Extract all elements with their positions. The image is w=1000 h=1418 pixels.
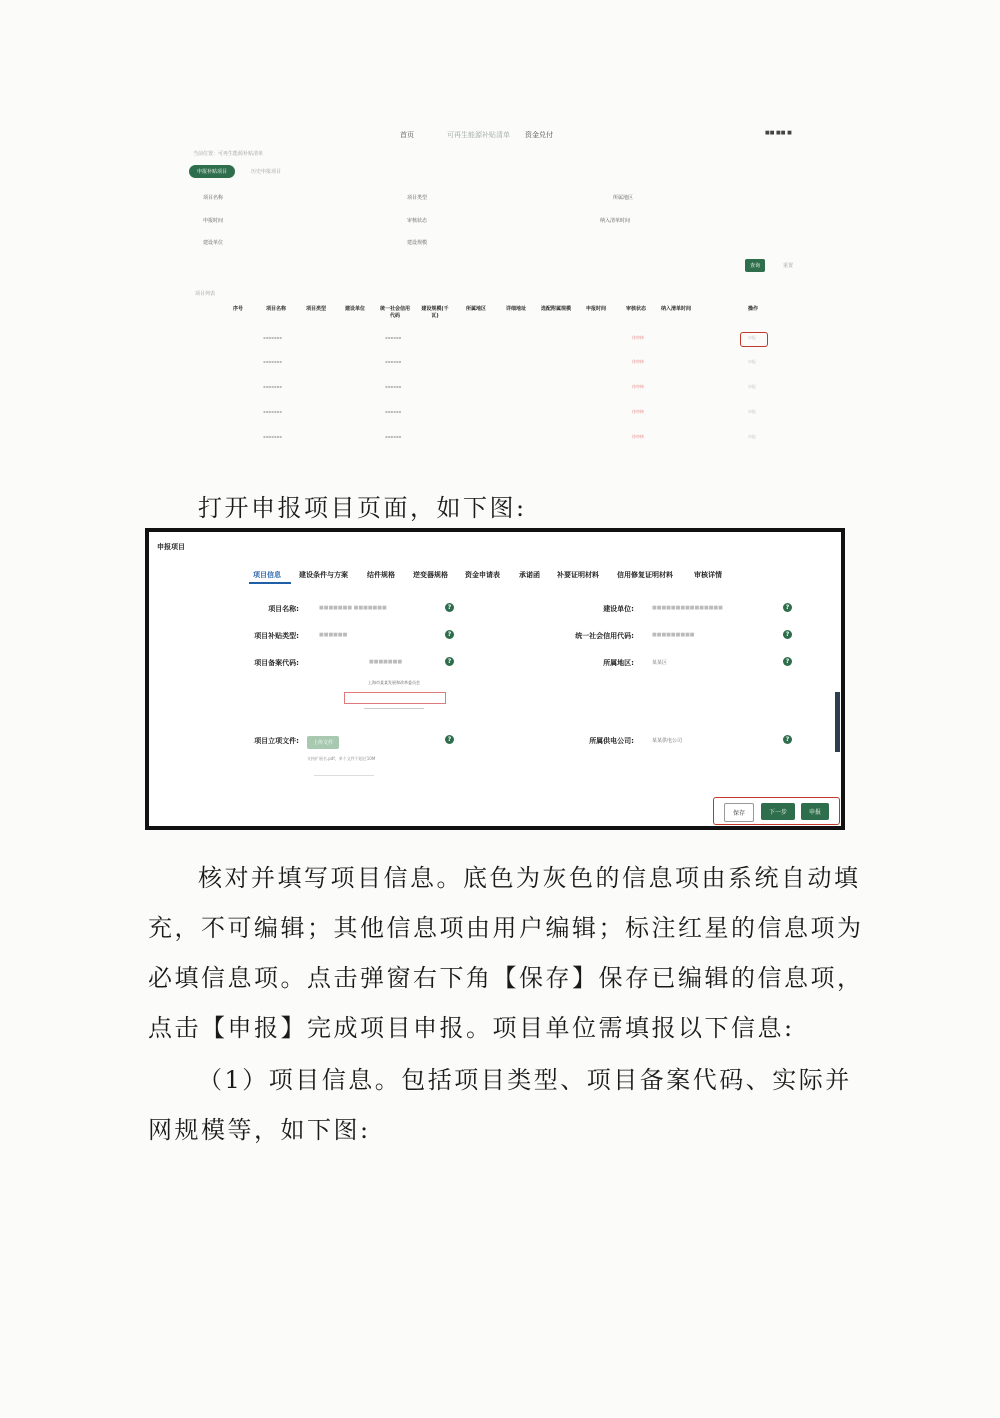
- filter-label: 纳入清单时间: [600, 218, 631, 224]
- row-status-cell: 待审核: [632, 384, 644, 389]
- row-code-cell: ▪▪▪▪▪▪: [385, 384, 402, 389]
- help-icon[interactable]: ?: [445, 630, 454, 639]
- history-tab[interactable]: 历史申报项目: [251, 169, 282, 175]
- credit-code-label: 统一社会信用代码:: [575, 632, 634, 640]
- row-status-cell: 待审核: [632, 359, 644, 364]
- filing-code-value: ■■■■■■■: [369, 659, 403, 665]
- apply-subsidy-button[interactable]: 申报补贴项目: [189, 165, 235, 178]
- search-button[interactable]: 查询: [745, 259, 765, 272]
- filter-label: 项目名称: [203, 195, 224, 201]
- save-button[interactable]: 保存: [724, 803, 754, 822]
- paragraph-line: 充，不可编辑；其他信息项由用户编辑；标注红星的信息项为: [148, 914, 864, 942]
- filing-code-label: 项目备案代码:: [254, 659, 299, 667]
- upload-hint: 支持扩展名.pdf，单个文件不超过10M: [307, 756, 376, 761]
- project-name-value: ■■■■■■■ ■■■■■■■: [319, 605, 387, 611]
- paragraph-line: 核对并填写项目信息。底色为灰色的信息项由系统自动填: [198, 864, 861, 892]
- column-header: 所属地区: [465, 306, 486, 312]
- column-header: 序号: [232, 306, 243, 312]
- row-status-cell: 待审核: [632, 434, 644, 439]
- dialog-title: 申报项目: [157, 543, 185, 551]
- help-icon[interactable]: ?: [445, 735, 454, 744]
- uploaded-file-line: [314, 775, 374, 776]
- subsidy-type-label: 项目补贴类型:: [254, 632, 299, 640]
- row-action-link[interactable]: 申报: [748, 434, 756, 439]
- row-code-cell: ▪▪▪▪▪▪: [385, 359, 402, 364]
- application-list-screenshot: [185, 120, 815, 460]
- credit-code-value: ■■■■■■■■■: [652, 632, 695, 638]
- row-code-cell: ▪▪▪▪▪▪: [385, 335, 402, 340]
- column-header: 操作: [747, 306, 758, 312]
- scrollbar[interactable]: [835, 692, 840, 752]
- nav-home[interactable]: 首页: [400, 131, 414, 139]
- filter-label: 项目类型: [407, 195, 428, 201]
- column-header: 详细地址: [505, 306, 526, 312]
- column-header: 申报时间: [585, 306, 606, 312]
- list-title: 项目列表: [195, 291, 216, 297]
- nav-subsidy-list[interactable]: 可再生能源补贴清单: [447, 131, 510, 139]
- next-button[interactable]: 下一步: [761, 803, 795, 820]
- filter-label: 申报时间: [203, 218, 224, 224]
- help-icon[interactable]: ?: [783, 735, 792, 744]
- paragraph-line: 网规模等，如下图:: [148, 1116, 371, 1144]
- row-status-cell: 待审核: [632, 409, 644, 414]
- tab-commitment[interactable]: 承诺函: [519, 571, 540, 579]
- row-name-cell: ▪▪▪▪▪▪▪: [263, 434, 282, 439]
- row-name-cell: ▪▪▪▪▪▪▪: [263, 384, 282, 389]
- row-code-cell: ▪▪▪▪▪▪: [385, 434, 402, 439]
- tab-credit-repair[interactable]: 信用修复证明材料: [617, 571, 673, 579]
- paragraph-line: 必填信息项。点击弹窗右下角【保存】保存已编辑的信息项，: [148, 964, 864, 992]
- column-header: 项目名称: [265, 306, 286, 312]
- filter-label: 审核状态: [407, 218, 428, 224]
- tab-active-indicator: [249, 582, 291, 584]
- help-icon[interactable]: ?: [445, 603, 454, 612]
- submit-button[interactable]: 申报: [801, 803, 829, 820]
- power-company-value: 某某供电公司: [652, 738, 683, 744]
- document-caption: 上海市某某发展和改革委员会: [368, 680, 420, 685]
- reset-button[interactable]: 重置: [783, 263, 794, 269]
- tab-module-specs[interactable]: 结件规格: [367, 571, 395, 579]
- filter-label: 建设单位: [203, 240, 224, 246]
- column-header: 项目类型: [305, 306, 326, 312]
- row-name-cell: ▪▪▪▪▪▪▪: [263, 359, 282, 364]
- region-value: 某某区: [652, 660, 668, 666]
- document-highlight: [344, 692, 446, 704]
- help-icon[interactable]: ?: [783, 657, 792, 666]
- breadcrumb: 当前位置：可再生能源补贴清单: [193, 151, 264, 157]
- user-menu[interactable]: ■■ ■■ ■: [765, 130, 792, 136]
- filter-label: 建设规模: [407, 240, 428, 246]
- paragraph-line: （1）项目信息。包括项目类型、项目备案代码、实际并: [198, 1066, 852, 1094]
- row-action-link[interactable]: 申报: [748, 409, 756, 414]
- tab-supplementary[interactable]: 补要证明材料: [557, 571, 599, 579]
- help-icon[interactable]: ?: [783, 603, 792, 612]
- filter-label: 所属地区: [613, 195, 634, 201]
- apply-project-dialog: [145, 528, 845, 830]
- row-code-cell: ▪▪▪▪▪▪: [385, 409, 402, 414]
- column-header: 审核状态: [625, 306, 646, 312]
- row-action-link[interactable]: 申报: [748, 359, 756, 364]
- help-icon[interactable]: ?: [783, 630, 792, 639]
- power-company-label: 所属供电公司:: [589, 737, 634, 745]
- row-action-link[interactable]: 申报: [748, 384, 756, 389]
- tab-fund-application[interactable]: 资金申请表: [465, 571, 500, 579]
- document-line: [364, 708, 424, 709]
- project-name-label: 项目名称:: [268, 605, 299, 613]
- construction-unit-value: ■■■■■■■■■■■■■■■: [652, 605, 723, 611]
- column-header: 纳入清单时间: [661, 306, 692, 312]
- column-header: 选配附属规模: [541, 306, 572, 312]
- construction-unit-label: 建设单位:: [603, 605, 634, 613]
- intro-text: 打开申报项目页面，如下图:: [198, 494, 527, 522]
- subsidy-type-value: ■■■■■■: [319, 632, 348, 638]
- column-header: 建设规模(千瓦): [421, 306, 449, 319]
- row-name-cell: ▪▪▪▪▪▪▪: [263, 335, 282, 340]
- region-label: 所属地区:: [603, 659, 634, 667]
- tab-conditions[interactable]: 建设条件与方案: [299, 571, 348, 579]
- row-name-cell: ▪▪▪▪▪▪▪: [263, 409, 282, 414]
- paragraph-line: 点击【申报】完成项目申报。项目单位需填报以下信息:: [148, 1014, 795, 1042]
- column-header: 建设单位: [344, 306, 365, 312]
- row-status-cell: 待审核: [632, 335, 644, 340]
- upload-file-button[interactable]: 上传文件: [307, 736, 339, 749]
- tab-inverter-specs[interactable]: 逆变器规格: [413, 571, 448, 579]
- approval-document-thumbnail[interactable]: [334, 680, 454, 720]
- nav-payment[interactable]: 资金兑付: [525, 131, 553, 139]
- approval-file-label: 项目立项文件:: [254, 737, 299, 745]
- row-action-link[interactable]: 申报: [748, 335, 756, 340]
- tab-project-info[interactable]: 项目信息: [253, 571, 281, 579]
- help-icon[interactable]: ?: [445, 657, 454, 666]
- column-header: 统一社会信用代码: [380, 306, 411, 319]
- tab-audit-details[interactable]: 审核详情: [694, 571, 722, 579]
